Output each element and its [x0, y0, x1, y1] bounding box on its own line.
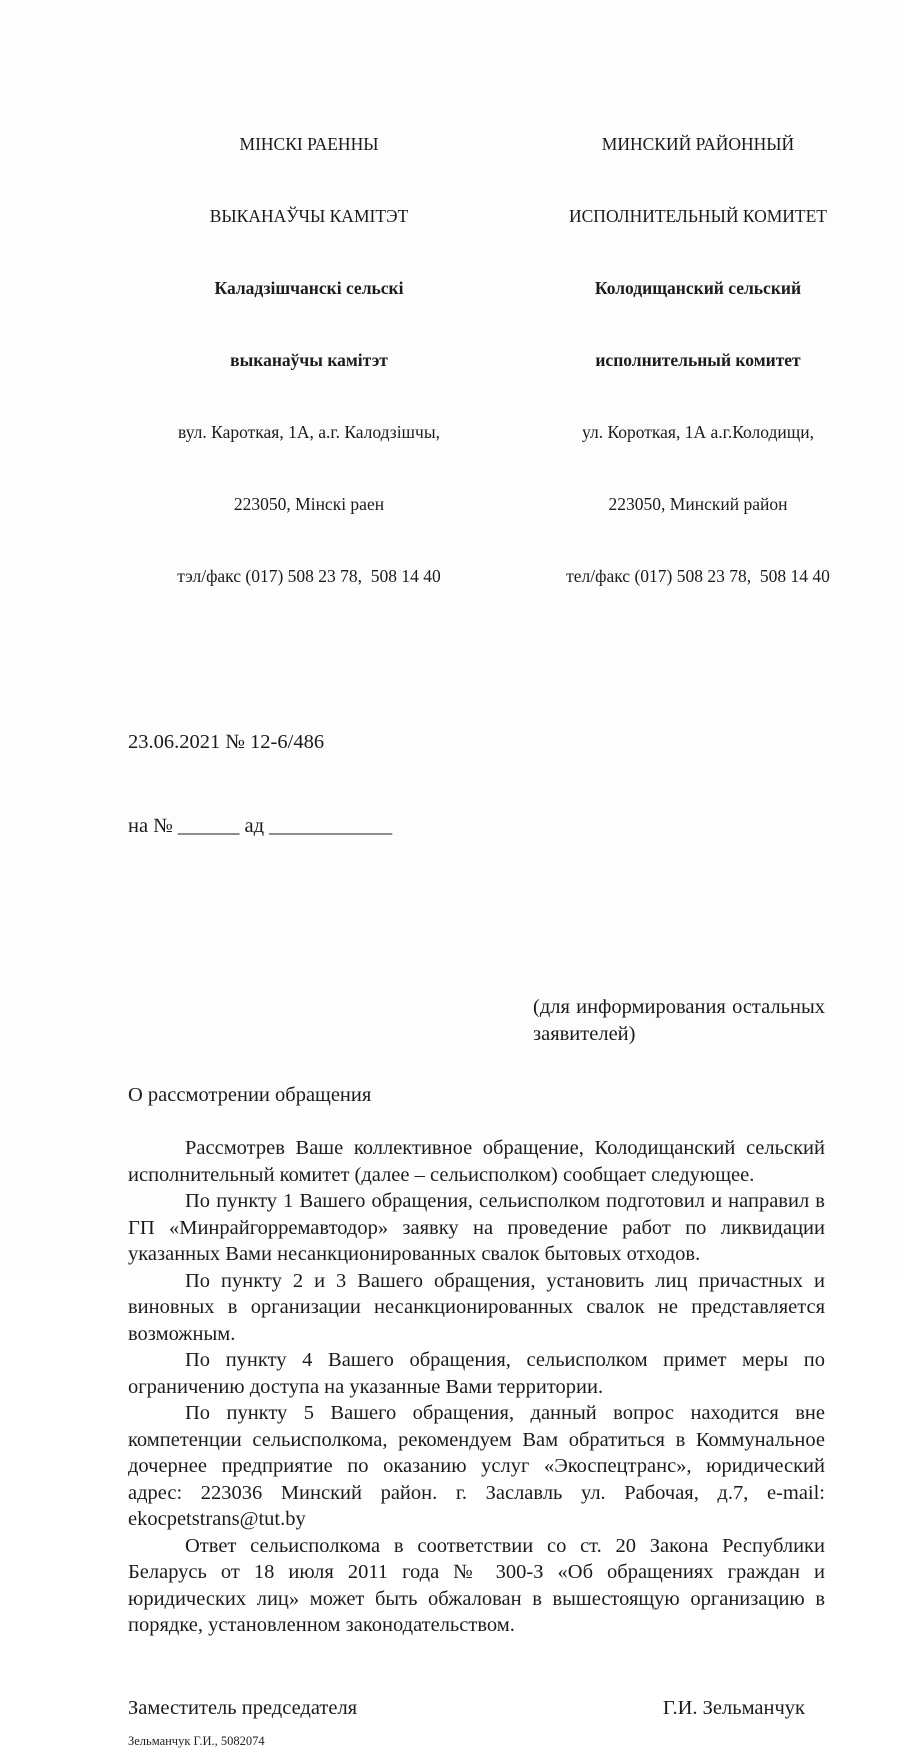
signature-row — [128, 1697, 825, 1720]
letter-body — [128, 1135, 825, 1639]
org-address-line: вул. Кароткая, 1А, а.г. Калодзішчы, — [178, 422, 440, 442]
subject-line: О рассмотрении обращения — [128, 1084, 372, 1106]
body-paragraph: По пункту 4 Вашего обращения, сельисполком примет меры по ограничению доступа на указанные Вами территории. — [128, 1349, 825, 1398]
body-paragraph: По пункту 1 Вашего обращения, сельисполком подготовил и направил в ГП «Минрайгорремавтодор» заявку на проведение работ по ликвидации указанных Вами несанкционированных свалок бытовых отходов. — [128, 1190, 825, 1265]
org-subname-line: исполнительный комитет — [595, 350, 801, 370]
org-name-line: МИНСКИЙ РАЙОННЫЙ — [601, 134, 795, 154]
org-phone-line: тел/факс (017) 508 23 78, 508 14 40 — [566, 566, 830, 586]
letterhead-belarusian — [128, 84, 490, 636]
org-name-line: ИСПОЛНИТЕЛЬНЫЙ КОМИТЕТ — [569, 206, 827, 226]
body-paragraph: Рассмотрев Ваше коллективное обращение, Колодищанский сельский исполнительный комитет (далее – сельисполком) сообщает следующее. — [128, 1137, 825, 1186]
org-subname-line: Колодищанский сельский — [594, 278, 802, 298]
signer-name: Г.И. Зельманчук — [662, 1696, 805, 1719]
signer-position: Заместитель председателя — [128, 1696, 358, 1719]
body-paragraph: По пункту 2 и 3 Вашего обращения, установить лиц причастных и виновных в организации несанкционированных свалок не представляется возможным. — [128, 1269, 825, 1345]
org-address-line: ул. Короткая, 1А а.г.Колодищи, — [581, 422, 814, 442]
letterhead-russian — [528, 84, 868, 636]
org-name-line: МІНСКІ РАЕННЫ — [239, 134, 379, 154]
outgoing-date-number: 23.06.2021 № 12-6/486 — [128, 731, 325, 753]
org-subname-line: выканаўчы камітэт — [230, 350, 388, 370]
org-address-line: 223050, Мінскі раен — [233, 494, 385, 514]
org-phone-line: тэл/факс (017) 508 23 78, 508 14 40 — [177, 566, 441, 586]
reply-reference-line: на № ______ ад ____________ — [128, 815, 393, 837]
letterhead — [0, 0, 905, 636]
reference-block — [128, 672, 905, 896]
recipient-note: (для информирования остальных заявителей) — [533, 996, 825, 1045]
org-address-line: 223050, Минский район — [608, 494, 788, 514]
executor-note: Зельманчук Г.И., 5082074 — [128, 1733, 265, 1748]
body-paragraph: Ответ сельисполкома в соответствии со ст. 20 Закона Республики Беларусь от 18 июля 2011 года № 300-З «Об обращениях граждан и юридических лиц» может быть обжалован в вышестоящую организацию в порядке, установленном законодательством. — [128, 1534, 825, 1636]
org-name-line: ВЫКАНАЎЧЫ КАМІТЭТ — [209, 206, 409, 226]
body-paragraph: По пункту 5 Вашего обращения, данный вопрос находится вне компетенции сельисполкома, рекомендуем Вам обратиться в Коммунальное дочернее предприятие по оказанию услуг «Экоспецтранс», юридический адрес: 223036 Минский район. г. Заславль ул. Рабочая, д.7, e-mail: ekocpetstrans@tut.by — [128, 1402, 825, 1530]
org-subname-line: Каладзішчанскі сельскі — [214, 278, 404, 298]
